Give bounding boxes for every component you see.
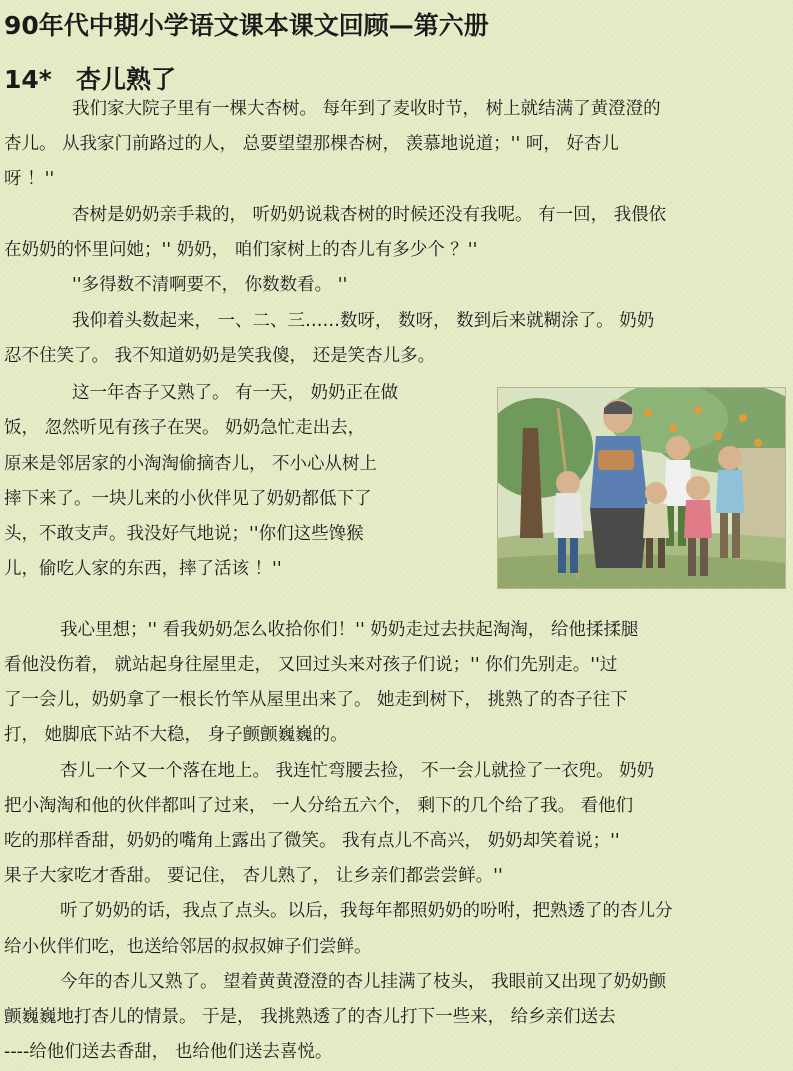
text-line: 在奶奶的怀里问她；'' 奶奶， 咱们家树上的杏儿有多少个 ？'' — [4, 240, 478, 260]
text-line: 看他没伤着， 就站起身往屋里走， 又回过头来对孩子们说；'' 你们先别走。''过 — [4, 655, 618, 675]
text-line: 把小淘淘和他的伙伴都叫了过来， 一人分给五六个， 剩下的几个给了我。 看他们 — [4, 796, 634, 816]
text-line: 吃的那样香甜，奶奶的嘴角上露出了微笑。 我有点儿不高兴， 奶奶却笑着说；'' — [4, 831, 620, 851]
text-line: 饭， 忽然听见有孩子在哭。 奶奶急忙走出去， — [4, 418, 366, 438]
lesson-title: 杏儿熟了 — [76, 65, 177, 94]
text-line: 摔下来了。一块儿来的小伙伴见了奶奶都低下了 — [4, 489, 372, 509]
lesson-number: 14* — [4, 65, 52, 94]
text-line: ----给他们送去香甜， 也给他们送去喜悦。 — [4, 1042, 333, 1062]
text-line: 杏树是奶奶亲手栽的， 听奶奶说栽杏树的时候还没有我呢。 有一回， 我偎依 — [72, 205, 667, 225]
text-line: 给小伙伴们吃，也送给邻居的叔叔婶子们尝鲜。 — [4, 937, 372, 957]
text-line: 杏儿。 从我家门前路过的人， 总要望望那棵杏树， 羡慕地说道；'' 呵， 好杏儿 — [4, 134, 619, 154]
text-line: 打， 她脚底下站不大稳， 身子颤颤巍巍的。 — [4, 725, 348, 745]
lesson-heading — [4, 60, 176, 96]
text-line: 这一年杏子又熟了。 有一天， 奶奶正在做 — [72, 383, 399, 403]
text-line: 了一会儿，奶奶拿了一根长竹竿从屋里出来了。 她走到树下， 挑熟了的杏子往下 — [4, 690, 628, 710]
illustration-drawing — [498, 388, 785, 588]
text-line: 听了奶奶的话，我点了点头。以后，我每年都照奶奶的吩咐，把熟透了的杏儿分 — [60, 901, 673, 921]
page-header-title: 90年代中期小学语文课本课文回顾—第六册 — [4, 11, 489, 40]
text-line: 今年的杏儿又熟了。 望着黄黄澄澄的杏儿挂满了枝头， 我眼前又出现了奶奶颤 — [60, 972, 667, 992]
text-line: 头，不敢支声。我没好气地说；''你们这些馋猴 — [4, 524, 364, 544]
story-illustration — [497, 387, 786, 589]
text-line: 杏儿一个又一个落在地上。 我连忙弯腰去捡， 不一会儿就捡了一衣兜。 奶奶 — [60, 761, 655, 781]
text-line: 儿，偷吃人家的东西，摔了活该 ！'' — [4, 559, 282, 579]
text-line: ''多得数不清啊要不， 你数数看。 '' — [72, 275, 348, 295]
text-line: 颤巍巍地打杏儿的情景。 于是， 我挑熟透了的杏儿打下一些来， 给乡亲们送去 — [4, 1007, 616, 1027]
text-line: 我心里想；'' 看我奶奶怎么收拾你们！'' 奶奶走过去扶起淘淘， 给他揉揉腿 — [60, 620, 639, 640]
text-line: 我仰着头数起来， 一、二、三……数呀， 数呀， 数到后来就糊涂了。 奶奶 — [72, 311, 655, 331]
text-line: 我们家大院子里有一棵大杏树。 每年到了麦收时节， 树上就结满了黄澄澄的 — [72, 99, 661, 119]
text-line: 忍不住笑了。 我不知道奶奶是笑我傻， 还是笑杏儿多。 — [4, 346, 436, 366]
text-line: 果子大家吃才香甜。 要记住， 杏儿熟了， 让乡亲们都尝尝鲜。'' — [4, 866, 503, 886]
text-line: 原来是邻居家的小淘淘偷摘杏儿， 不小心从树上 — [4, 454, 378, 474]
text-line: 呀 ！'' — [4, 169, 55, 189]
